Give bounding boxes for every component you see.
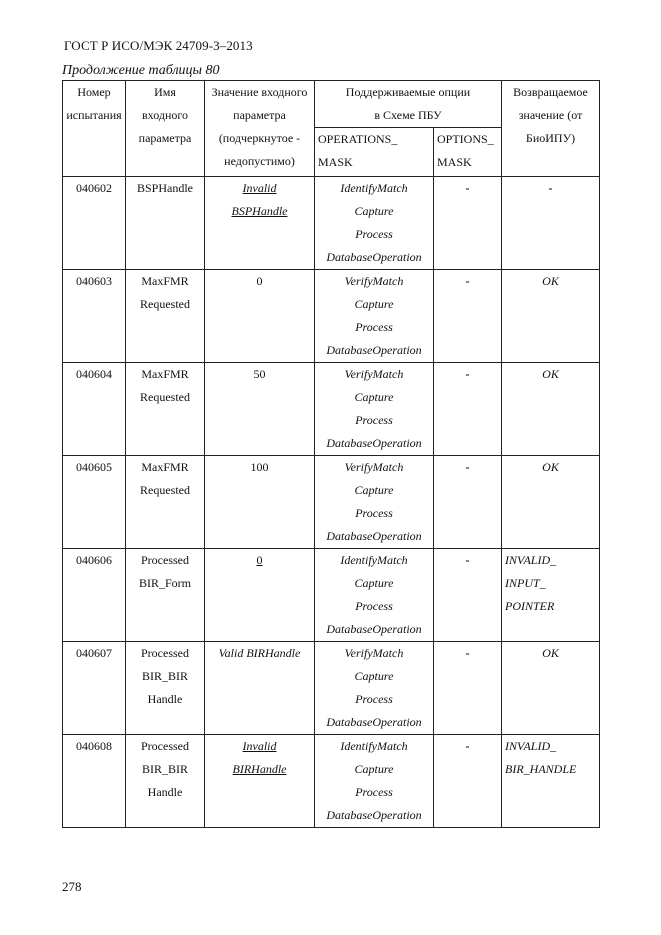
cell-input-value: 100 — [205, 456, 315, 549]
cell-test-number: 040607 — [63, 642, 126, 735]
cell-input-value: 0 — [205, 270, 315, 363]
header-options-mask: OPTIONS_ MASK — [434, 128, 502, 177]
cell-return-value: OK — [502, 642, 600, 735]
cell-return-value: OK — [502, 363, 600, 456]
table-row — [63, 549, 600, 642]
cell-input-value: Invalid BSPHandle — [205, 177, 315, 270]
cell-operations-mask: IdentifyMatch Capture Process DatabaseOperation — [315, 735, 434, 828]
table-row — [63, 270, 600, 363]
cell-input-value: Invalid BIRHandle — [205, 735, 315, 828]
cell-test-number: 040606 — [63, 549, 126, 642]
cell-operations-mask: IdentifyMatch Capture Process DatabaseOperation — [315, 549, 434, 642]
test-table — [62, 80, 600, 828]
cell-test-number: 040603 — [63, 270, 126, 363]
cell-param-name: MaxFMR Requested — [126, 270, 205, 363]
cell-options-mask: - — [434, 363, 502, 456]
cell-return-value: INVALID_ INPUT_ POINTER — [502, 549, 600, 642]
cell-test-number: 040604 — [63, 363, 126, 456]
cell-input-value: 50 — [205, 363, 315, 456]
cell-param-name: MaxFMR Requested — [126, 456, 205, 549]
cell-return-value: INVALID_ BIR_HANDLE — [502, 735, 600, 828]
cell-options-mask: - — [434, 456, 502, 549]
header-test-number: Номер испытания — [63, 81, 126, 177]
cell-param-name: BSPHandle — [126, 177, 205, 270]
cell-operations-mask: VerifyMatch Capture Process DatabaseOperation — [315, 456, 434, 549]
cell-param-name: Processed BIR_BIR Handle — [126, 735, 205, 828]
header-supported-options: Поддерживаемые опции в Схеме ПБУ — [315, 81, 502, 128]
cell-options-mask: - — [434, 735, 502, 828]
cell-input-value: 0 — [205, 549, 315, 642]
cell-param-name: Processed BIR_BIR Handle — [126, 642, 205, 735]
table-row — [63, 735, 600, 828]
table-header — [63, 81, 600, 177]
header-input-value: Значение входного параметра (подчеркнутое - недопустимо) — [205, 81, 315, 177]
cell-param-name: MaxFMR Requested — [126, 363, 205, 456]
cell-options-mask: - — [434, 549, 502, 642]
cell-operations-mask: VerifyMatch Capture Process DatabaseOperation — [315, 363, 434, 456]
cell-options-mask: - — [434, 177, 502, 270]
table-row — [63, 642, 600, 735]
cell-input-value: Valid BIRHandle — [205, 642, 315, 735]
cell-return-value: OK — [502, 456, 600, 549]
cell-test-number: 040605 — [63, 456, 126, 549]
table-row — [63, 177, 600, 270]
cell-param-name: Processed BIR_Form — [126, 549, 205, 642]
cell-return-value: OK — [502, 270, 600, 363]
cell-operations-mask: IdentifyMatch Capture Process DatabaseOperation — [315, 177, 434, 270]
cell-return-value: - — [502, 177, 600, 270]
cell-operations-mask: VerifyMatch Capture Process DatabaseOperation — [315, 642, 434, 735]
header-param-name: Имя входного параметра — [126, 81, 205, 177]
cell-options-mask: - — [434, 642, 502, 735]
table-caption: Продолжение таблицы 80 — [62, 63, 220, 78]
cell-operations-mask: VerifyMatch Capture Process DatabaseOperation — [315, 270, 434, 363]
table-body — [63, 177, 600, 828]
cell-options-mask: - — [434, 270, 502, 363]
cell-test-number: 040608 — [63, 735, 126, 828]
header-return-value: Возвращаемое значение (от БиоИПУ) — [502, 81, 600, 177]
table-row — [63, 363, 600, 456]
document-header: ГОСТ Р ИСО/МЭК 24709-3–2013 — [64, 38, 253, 53]
cell-test-number: 040602 — [63, 177, 126, 270]
page-number: 278 — [62, 879, 82, 894]
table-row — [63, 456, 600, 549]
header-operations-mask: OPERATIONS_ MASK — [315, 128, 434, 177]
